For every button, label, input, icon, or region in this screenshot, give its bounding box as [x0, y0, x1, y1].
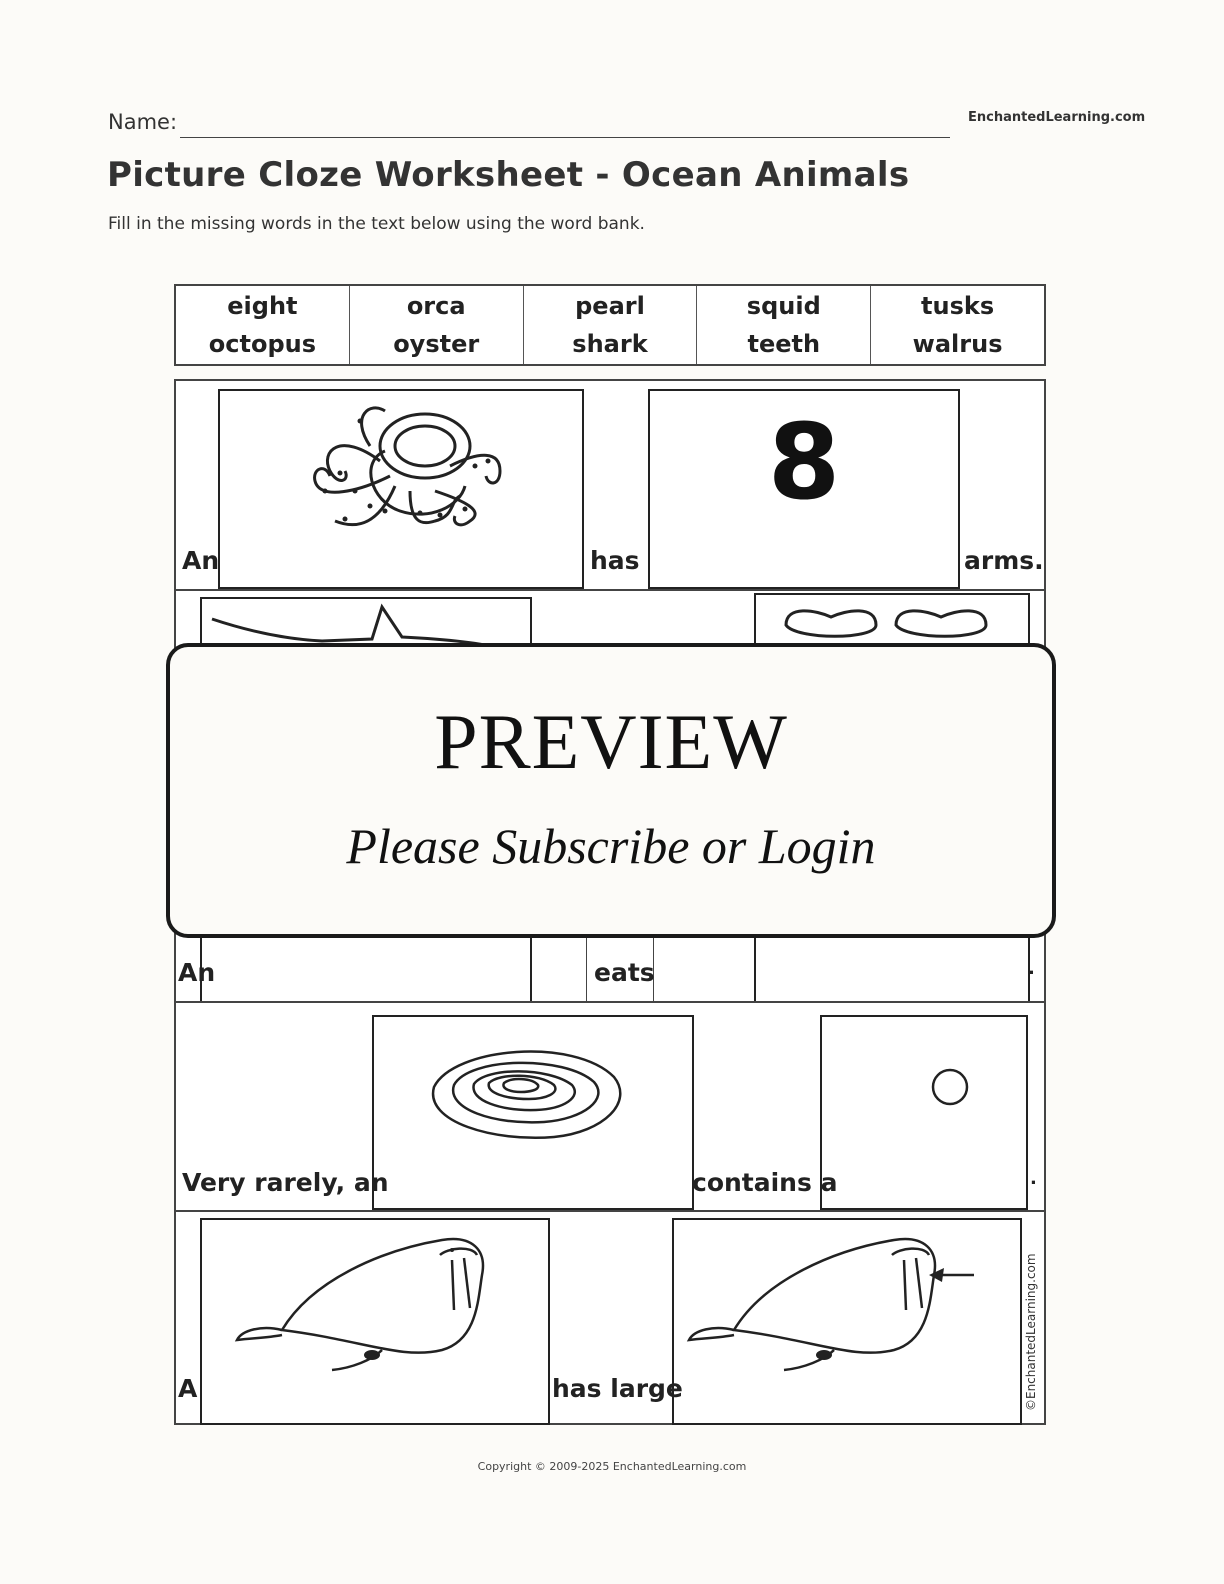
walrus-tusks-picture-box [672, 1218, 1022, 1425]
word-bank-word: oyster [393, 330, 480, 358]
sentence-word: has [590, 546, 640, 575]
word-bank-cell [176, 286, 350, 364]
sentence-word: . [1030, 1168, 1037, 1189]
name-field-line[interactable] [180, 137, 950, 138]
word-bank-word: walrus [912, 330, 1003, 358]
sentence-word: Very rarely, an [182, 1168, 389, 1197]
word-bank-cell [871, 286, 1044, 364]
row-divider [176, 1210, 1044, 1212]
walrus-icon [202, 1220, 550, 1425]
word-bank-word: teeth [747, 330, 821, 358]
preview-title: PREVIEW [434, 698, 788, 785]
subscribe-login-prompt[interactable]: Please Subscribe or Login [346, 818, 876, 874]
word-bank-word: squid [746, 292, 821, 320]
octopus-picture-box [218, 389, 584, 589]
word-bank-word: pearl [575, 292, 645, 320]
octopus-icon [220, 391, 584, 589]
pearl-icon [822, 1017, 1028, 1210]
walrus-picture-box [200, 1218, 550, 1425]
word-bank-cell [350, 286, 524, 364]
row-divider [176, 589, 1044, 591]
site-name: EnchantedLearning.com [968, 110, 1146, 125]
number-eight-picture-box [648, 389, 960, 589]
word-bank [174, 284, 1046, 366]
sentence-word: An [178, 958, 216, 987]
sentence-word: eats [594, 958, 655, 987]
sentence-word: . [1028, 958, 1035, 979]
word-bank-word: shark [572, 330, 648, 358]
word-bank-word: orca [406, 292, 466, 320]
sentence-word: An [182, 546, 220, 575]
oyster-icon [374, 1017, 694, 1210]
sentence-word: A [178, 1374, 198, 1403]
word-bank-cell [697, 286, 871, 364]
sentence-word: contains a [692, 1168, 838, 1197]
number-eight-icon: 8 [767, 401, 841, 523]
word-bank-word: eight [227, 292, 298, 320]
name-label: Name: [108, 110, 178, 134]
sentence-word: has large [552, 1374, 683, 1403]
copyright: Copyright © 2009-2025 EnchantedLearning.com [477, 1460, 747, 1473]
pearl-picture-box [820, 1015, 1028, 1210]
walrus-tusks-icon [674, 1220, 1022, 1425]
oyster-picture-box [372, 1015, 694, 1210]
cell-divider [586, 929, 587, 1001]
word-bank-word: tusks [921, 292, 995, 320]
word-bank-cell [524, 286, 698, 364]
vertical-credit: ©EnchantedLearning.com [1024, 1253, 1038, 1411]
page-title: Picture Cloze Worksheet - Ocean Animals [107, 155, 910, 195]
word-bank-word: octopus [208, 330, 317, 358]
instructions: Fill in the missing words in the text below using the word bank. [108, 214, 645, 234]
sentence-word: arms. [964, 546, 1044, 575]
row-divider [176, 1001, 1044, 1003]
preview-overlay[interactable] [166, 643, 1056, 938]
